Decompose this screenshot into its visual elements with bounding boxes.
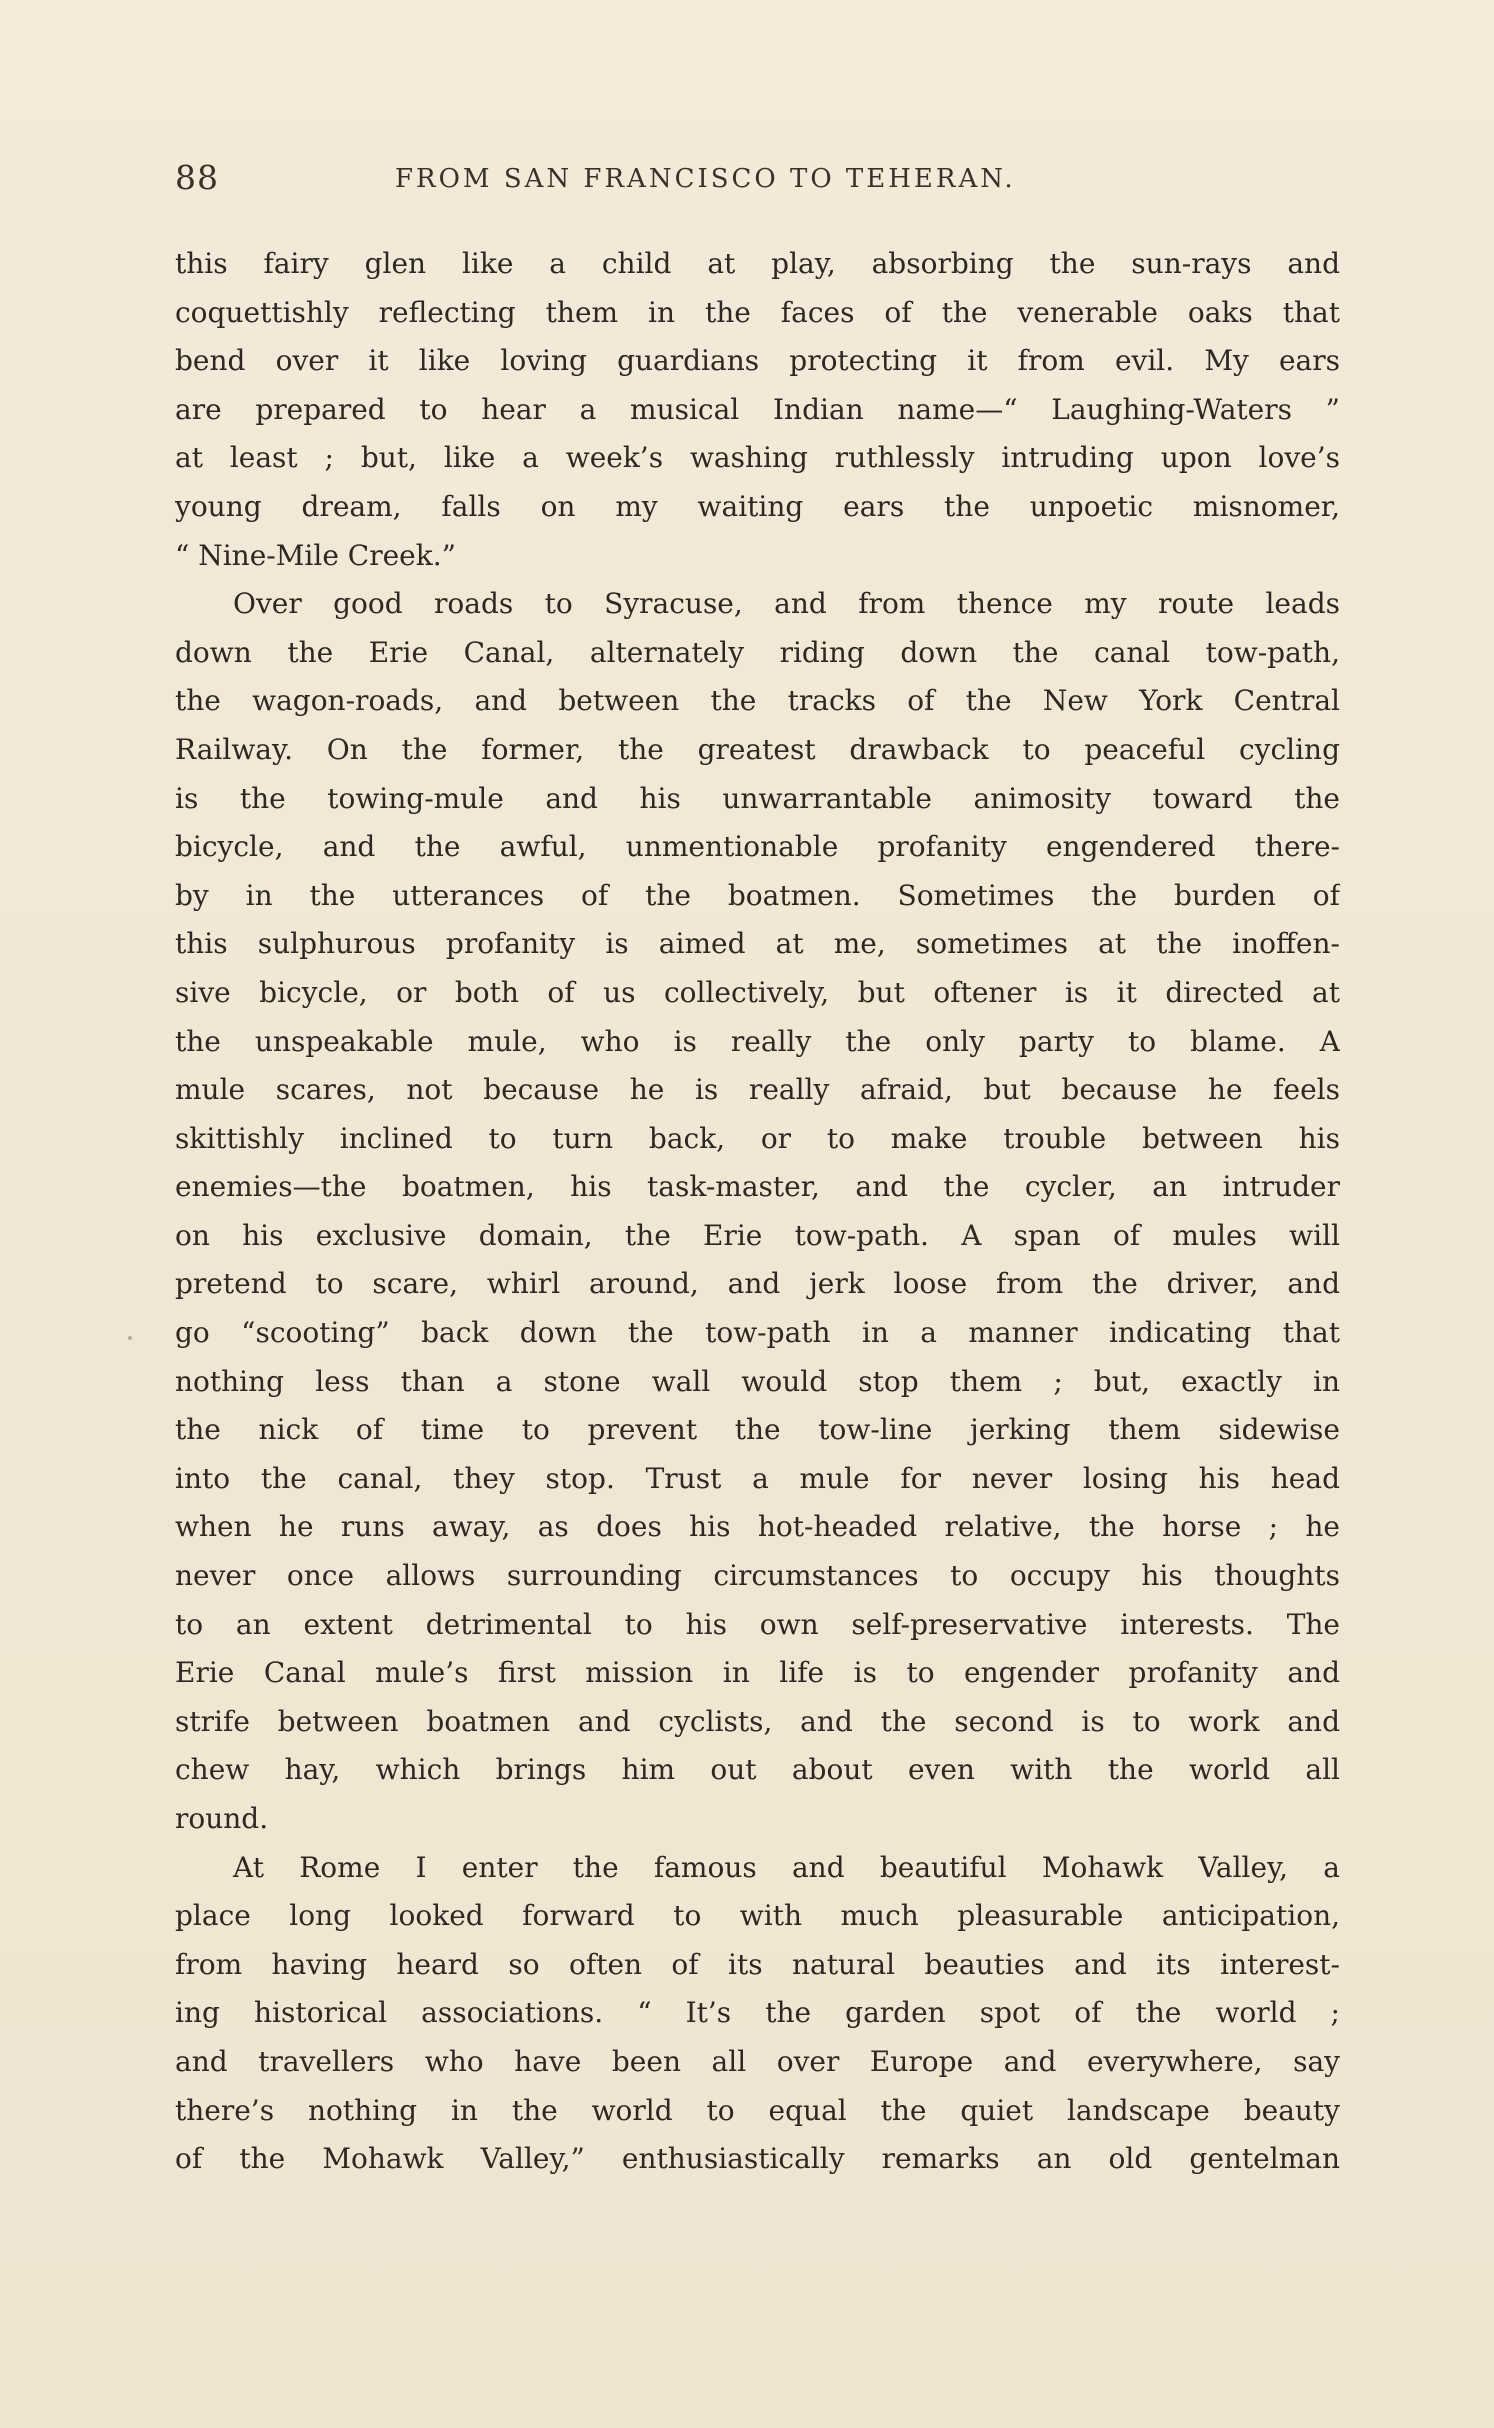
page-number: 88 xyxy=(175,158,219,197)
text-line: this sulphurous profanity is aimed at me, sometimes at the inoffen- xyxy=(175,927,1340,961)
text-line: on his exclusive domain, the Erie tow-path. A span of mules will xyxy=(175,1218,1340,1252)
text-line: there’s nothing in the world to equal the quiet landscape beauty xyxy=(175,2093,1340,2127)
text-line: mule scares, not because he is really afraid, but because he feels xyxy=(175,1073,1340,1107)
text-line: ing historical associations. “ It’s the garden spot of the world ; xyxy=(175,1996,1340,2030)
text-line: from having heard so often of its natural beauties and its interest- xyxy=(175,1947,1340,1981)
text-line: of the Mohawk Valley,” enthusiastically remarks an old gentelman xyxy=(175,2142,1340,2176)
text-line: the nick of time to prevent the tow-line jerking them sidewise xyxy=(175,1413,1340,1447)
running-title: FROM SAN FRANCISCO TO TEHERAN. xyxy=(395,164,1016,194)
page-header xyxy=(175,158,1335,208)
text-line: pretend to scare, whirl around, and jerk loose from the driver, and xyxy=(175,1267,1340,1301)
text-line: nothing less than a stone wall would stop them ; but, exactly in xyxy=(175,1364,1340,1398)
text-line: when he runs away, as does his hot-headed relative, the horse ; he xyxy=(175,1510,1340,1544)
text-line: and travellers who have been all over Europe and everywhere, say xyxy=(175,2044,1340,2078)
text-line: round. xyxy=(175,1802,269,1835)
text-line: skittishly inclined to turn back, or to make trouble between his xyxy=(175,1121,1340,1155)
text-line: at least ; but, like a week’s washing ruthlessly intruding upon love’s xyxy=(175,441,1340,475)
text-line: sive bicycle, or both of us collectively, but oftener is it directed at xyxy=(175,975,1340,1009)
text-line: down the Erie Canal, alternately riding down the canal tow-path, xyxy=(175,635,1340,669)
text-line: bicycle, and the awful, unmentionable profanity engendered there- xyxy=(175,830,1340,864)
text-line: enemies—the boatmen, his task-master, and the cycler, an intruder xyxy=(175,1170,1340,1204)
text-line: is the towing-mule and his unwarrantable animosity toward the xyxy=(175,781,1340,815)
text-line: “ Nine-Mile Creek.” xyxy=(175,538,456,572)
text-line: strife between boatmen and cyclists, and the second is to work and xyxy=(175,1704,1340,1738)
text-line: by in the utterances of the boatmen. Sometimes the burden of xyxy=(175,878,1340,912)
text-line: young dream, falls on my waiting ears the unpoetic misnomer, xyxy=(175,489,1340,523)
text-line: Erie Canal mule’s first mission in life is to engender profanity and xyxy=(175,1656,1340,1690)
text-line: to an extent detrimental to his own self-preservative interests. The xyxy=(175,1607,1340,1641)
text-line: chew hay, which brings him out about even with the world all xyxy=(175,1753,1340,1787)
text-line: into the canal, they stop. Trust a mule for never losing his head xyxy=(175,1461,1340,1495)
text-line: Over good roads to Syracuse, and from thence my route leads xyxy=(233,587,1340,621)
text-line: this fairy glen like a child at play, absorbing the sun-rays and xyxy=(175,247,1340,280)
paper-speck xyxy=(128,1336,132,1340)
body-text xyxy=(175,240,1340,2184)
text-line: bend over it like loving guardians protecting it from evil. My ears xyxy=(175,344,1340,378)
text-line: never once allows surrounding circumstances to occupy his thoughts xyxy=(175,1559,1340,1593)
text-line: go “scooting” back down the tow-path in a manner indicating that xyxy=(175,1316,1340,1350)
text-line: place long looked forward to with much pleasurable anticipation, xyxy=(175,1899,1340,1933)
text-line: the unspeakable mule, who is really the only party to blame. A xyxy=(175,1024,1340,1058)
text-line: coquettishly reflecting them in the faces of the venerable oaks that xyxy=(175,295,1340,329)
text-line: Railway. On the former, the greatest drawback to peaceful cycling xyxy=(175,732,1340,766)
text-line: are prepared to hear a musical Indian name—“ Laughing-Waters ” xyxy=(175,392,1340,426)
text-line: At Rome I enter the famous and beautiful Mohawk Valley, a xyxy=(233,1850,1340,1884)
text-line: the wagon-roads, and between the tracks of the New York Central xyxy=(175,684,1340,718)
